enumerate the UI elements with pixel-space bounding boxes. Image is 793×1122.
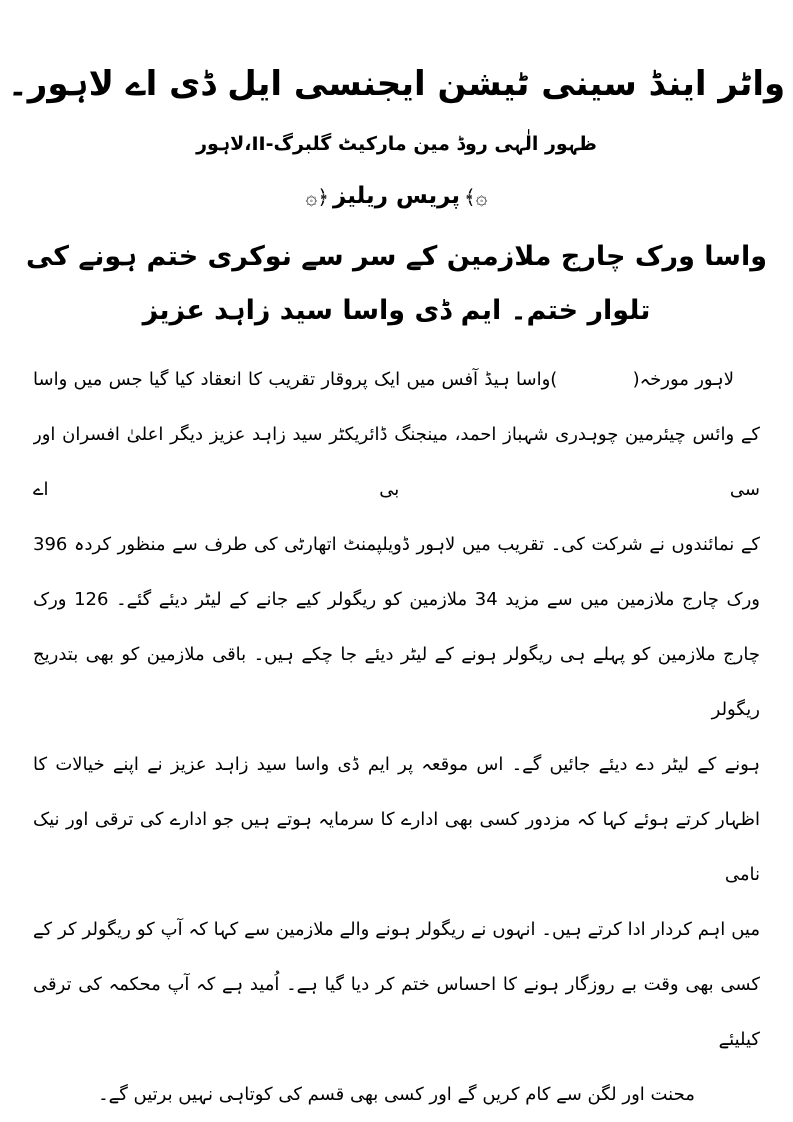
body-line-2: کے وائس چیئرمین چوہدری شہباز احمد، مینجنگ ڈائریکٹر سید زاہد عزیز دیگر اعلیٰ افسران اور سی بی اے bbox=[33, 424, 760, 501]
body-paragraph bbox=[33, 352, 760, 1122]
body-line-9: کسی بھی وقت بے روزگار ہونے کا احساس ختم کر دیا گیا ہے۔ اُمید ہے کہ آپ محکمہ کی ترقی کیلیئے bbox=[33, 974, 760, 1051]
body-line-1: لاہور مورخہ( )واسا ہیڈ آفس میں ایک پروقار تقریب کا انعقاد کیا گیا جس میں واسا bbox=[33, 369, 734, 391]
body-line-3: کے نمائندوں نے شرکت کی۔ تقریب میں لاہور ڈویلپمنٹ اتھارٹی کی طرف سے منظور کردہ 396 bbox=[33, 534, 760, 556]
body-line-7: اظہار کرتے ہوئے کہا کہ مزدور کسی بھی ادارے کا سرمایہ ہوتے ہیں جو ادارے کی ترقی اور نیک نامی bbox=[33, 809, 760, 886]
ornate-bracket-left-icon: ۞﴿ bbox=[305, 184, 329, 209]
agency-address: ظہور الٰہی روڈ مین مارکیٹ گلبرگ-II،لاہور bbox=[196, 132, 597, 155]
headline bbox=[0, 230, 793, 338]
body-line-5: چارج ملازمین کو پہلے ہی ریگولر ہونے کے لیٹر دیئے جا چکے ہیں۔ باقی ملازمین کو بھی بتدریج ریگولر bbox=[33, 644, 760, 721]
ornate-bracket-right-icon: ﴾۞ bbox=[464, 184, 488, 209]
body-line-10: محنت اور لگن سے کام کریں گے اور کسی بھی قسم کی کوتاہی نہیں برتیں گے۔ bbox=[98, 1084, 695, 1106]
headline-line-1: واسا ورک چارج ملازمین کے سر سے نوکری ختم ہونے کی bbox=[25, 241, 768, 273]
agency-title: واٹر اینڈ سینی ٹیشن ایجنسی ایل ڈی اے لاہور۔ bbox=[7, 64, 786, 104]
press-release-label: پریس ریلیز bbox=[332, 182, 461, 209]
body-line-4: ورک چارج ملازمین میں سے مزید 34 ملازمین کو ریگولر کیے جانے کے لیٹر دیئے گئے۔ 126 ورک bbox=[33, 589, 760, 611]
headline-line-2: تلوار ختم۔ ایم ڈی واسا سید زاہد عزیز bbox=[142, 295, 651, 327]
press-release-line bbox=[0, 175, 793, 219]
body-line-8: میں اہم کردار ادا کرتے ہیں۔ انہوں نے ریگولر ہونے والے ملازمین سے کہا کہ آپ کو ریگولر کر کے bbox=[33, 919, 760, 941]
body-line-6: ہونے کے لیٹر دے دیئے جائیں گے۔ اس موقعہ پر ایم ڈی واسا سید زاہد عزیز نے اپنے خیالات کا bbox=[33, 754, 760, 776]
